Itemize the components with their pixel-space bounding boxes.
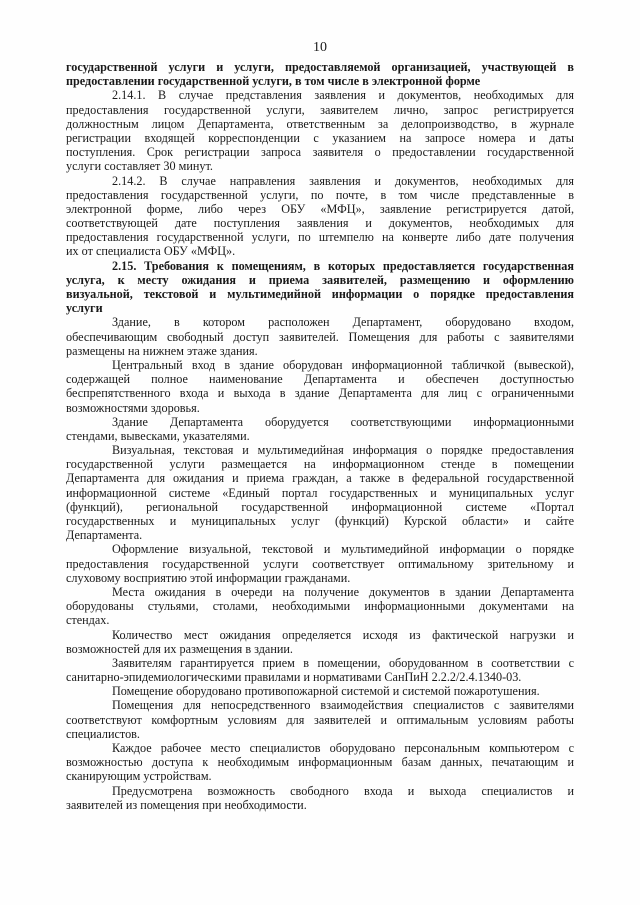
paragraph bbox=[66, 174, 574, 259]
text-line: Центральный вход в здание оборудован информационной табличкой (вывеской), bbox=[112, 357, 574, 372]
text-line: информационной системе «Единый портал государственных и муниципальных услуг bbox=[66, 485, 574, 500]
paragraph bbox=[66, 315, 574, 358]
paragraph bbox=[66, 656, 574, 684]
text-line: услуги bbox=[66, 301, 103, 316]
text-line: их от специалиста ОБУ «МФЦ». bbox=[66, 244, 236, 259]
text-line: 2.14.2. В случае направления заявления и документов, необходимых для bbox=[112, 173, 574, 188]
text-line: государственной услуги и услуги, предоставляемой организацией, участвующей в bbox=[66, 60, 574, 74]
text-line: обеспечивающим свободный доступ заявителей. Помещения для работы с заявителями bbox=[66, 329, 574, 344]
text-line: Предусмотрена возможность свободного входа и выхода специалистов и bbox=[112, 783, 574, 798]
text-line: оборудованы стульями, столами, необходимыми информационными документами на bbox=[66, 599, 574, 614]
text-line: Каждое рабочее место специалистов оборудовано персональным компьютером с bbox=[112, 741, 574, 755]
section-heading bbox=[66, 60, 574, 88]
text-line: Количество мест ожидания определяется исходя из фактической нагрузки и bbox=[112, 627, 574, 642]
text-line: стендами, вывесками, указателями. bbox=[66, 428, 250, 443]
text-line: специалистов. bbox=[66, 726, 140, 741]
text-line: Здание, в котором расположен Департамент, оборудовано входом, bbox=[112, 315, 574, 330]
text-line: должностным лицом Департамента, ответственным за делопроизводство, в журнале bbox=[66, 116, 574, 131]
text-line: предоставлении государственной услуги, в том числе в электронной форме bbox=[66, 74, 481, 89]
text-line: визуальной, текстовой и мультимедийной информации о порядке предоставления bbox=[66, 287, 574, 301]
text-line: 2.15. Требования к помещениям, в которых предоставляется государственная bbox=[112, 258, 574, 273]
text-line: Здание Департамента оборудуется соответствующими информационными bbox=[112, 414, 574, 429]
paragraph bbox=[66, 88, 574, 173]
text-line: возможностью доступа к необходимым информационным базам данных, печатающим и bbox=[66, 755, 574, 770]
paragraph bbox=[66, 443, 574, 542]
text-line: государственных и муниципальных услуг (функций) Курской области» и сайте bbox=[66, 514, 574, 528]
text-line: Департамента для ожидания и приема граждан, а также в федеральной государственной bbox=[66, 471, 574, 486]
text-line: заявителей из помещения при необходимости. bbox=[66, 797, 307, 812]
text-line: Места ожидания в очереди на получение документов в здании Департамента bbox=[112, 584, 574, 599]
paragraph bbox=[66, 628, 574, 656]
text-line: предоставления государственной услуги, по штемпелю на конверте либо дате получения bbox=[66, 230, 574, 245]
paragraph bbox=[66, 415, 574, 443]
text-line: возможностей для их размещения в здании. bbox=[66, 641, 293, 656]
text-line: соответствующей дате поступления заявления и документов, необходимых для bbox=[66, 216, 574, 231]
text-line: слуховому восприятию этой информации гражданами. bbox=[66, 570, 351, 585]
text-line: 2.14.1. В случае представления заявления и документов, необходимых для bbox=[112, 88, 574, 103]
text-line: размещены на нижнем этаже здания. bbox=[66, 343, 258, 358]
paragraph bbox=[66, 698, 574, 741]
text-line: регистрации входящей корреспонденции с указанием на запросе номера и даты bbox=[66, 130, 574, 145]
text-line: государственной услуги размещается на информационном стенде в помещении bbox=[66, 457, 574, 472]
text-line: беспрепятственного входа и выхода в здание Департамента для лиц с ограниченными bbox=[66, 386, 574, 401]
section-heading bbox=[66, 259, 574, 316]
text-line: поступления. Срок регистрации запроса заявителя о предоставлении государственной bbox=[66, 145, 574, 160]
text-line: соответствуют комфортным условиям для заявителей и оптимальным условиям работы bbox=[66, 712, 574, 727]
paragraph bbox=[66, 684, 574, 698]
text-line: Визуальная, текстовая и мультимедийная информация о порядке предоставления bbox=[112, 443, 574, 458]
text-line: содержащей полное наименование Департамента и обеспечен доступностью bbox=[66, 372, 574, 387]
text-line: Помещение оборудовано противопожарной системой и системой пожаротушения. bbox=[112, 684, 540, 699]
text-line: предоставления государственной услуги соответствует оптимальному зрительному и bbox=[66, 556, 574, 571]
text-line: санитарно-эпидемиологическими правилами и нормативами СанПиН 2.2.2/2.4.1340-03. bbox=[66, 670, 522, 685]
paragraph bbox=[66, 741, 574, 784]
text-line: Департамента. bbox=[66, 528, 143, 543]
text-line: возможностями здоровья. bbox=[66, 400, 200, 415]
paragraph bbox=[66, 358, 574, 415]
text-line: Помещения для непосредственного взаимодействия специалистов с заявителями bbox=[112, 698, 574, 713]
text-line: услуга, к месту ожидания и приема заявителей, размещению и оформлению bbox=[66, 272, 574, 287]
text-line: сканирующим устройствам. bbox=[66, 769, 212, 784]
paragraph bbox=[66, 784, 574, 812]
text-line: стендах. bbox=[66, 613, 110, 628]
text-line: Оформление визуальной, текстовой и мультимедийной информации о порядке bbox=[112, 542, 574, 557]
text-line: (функций), региональной государственной информационной системе «Портал bbox=[66, 499, 574, 514]
text-line: предоставления государственной услуги, по почте, в том числе представленные в bbox=[66, 187, 574, 202]
page-number: 10 bbox=[313, 40, 327, 55]
text-line: услуги составляет 30 минут. bbox=[66, 159, 213, 174]
text-line: электронной форме, либо через ОБУ «МФЦ», заявление регистрируется датой, bbox=[66, 201, 574, 216]
text-line: Заявителям гарантируется прием в помещении, оборудованном в соответствии с bbox=[112, 655, 574, 670]
paragraph bbox=[66, 542, 574, 585]
document-body bbox=[66, 60, 574, 812]
text-line: предоставления государственной услуги, заявителем лично, запрос регистрируется bbox=[66, 102, 574, 117]
paragraph bbox=[66, 585, 574, 628]
